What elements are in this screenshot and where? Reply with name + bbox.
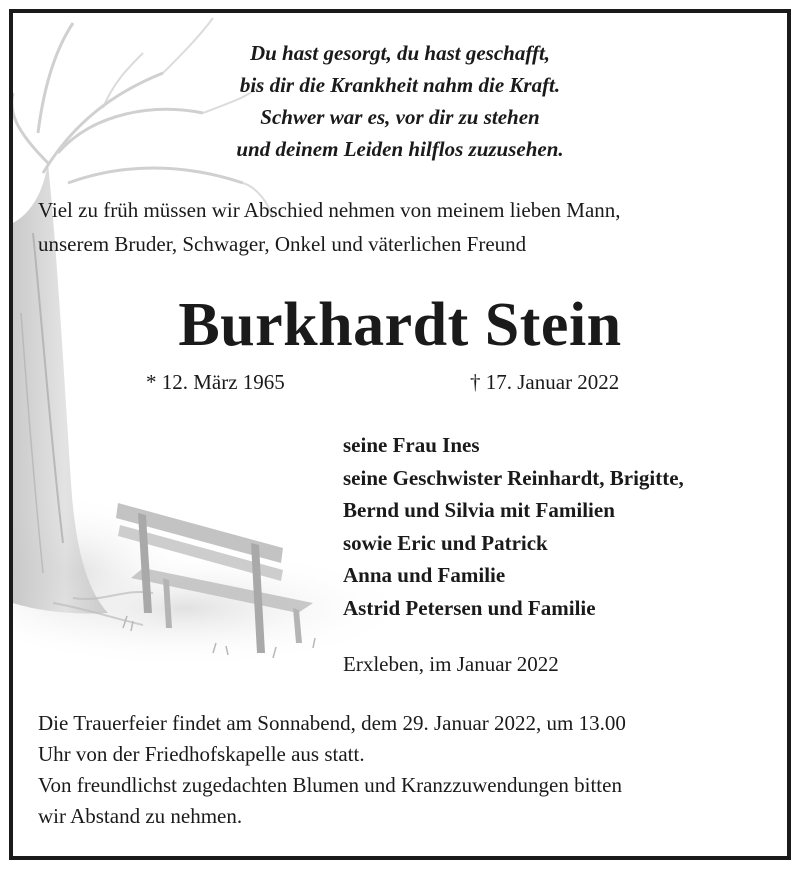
poem-line: bis dir die Krankheit nahm die Kraft. — [239, 73, 561, 97]
intro-line: Viel zu früh müssen wir Abschied nehmen von meinem lieben Mann, — [38, 198, 621, 222]
birth-date: * 12. März 1965 — [146, 370, 285, 394]
funeral-line: Uhr von der Friedhofskapelle aus statt. — [38, 742, 365, 766]
mourner-line: Bernd und Silvia mit Familien — [343, 498, 615, 522]
intro-line: unserem Bruder, Schwager, Onkel und väterlichen Freund — [38, 232, 527, 256]
mourner-line: seine Geschwister Reinhardt, Brigitte, — [343, 465, 684, 490]
mourner-line: Anna und Familie — [343, 563, 506, 587]
deceased-name: Burkhardt Stein — [178, 291, 622, 359]
mourner-line: sowie Eric und Patrick — [343, 530, 548, 555]
poem-line: und deinem Leiden hilflos zuzusehen. — [236, 137, 564, 161]
place-and-date: Erxleben, im Januar 2022 — [343, 652, 559, 676]
funeral-line: Die Trauerfeier findet am Sonnabend, dem 29. Januar 2022, um 13.00 — [38, 711, 626, 735]
funeral-line: wir Abstand zu nehmen. — [38, 804, 243, 828]
poem-line: Du hast gesorgt, du hast geschafft, — [249, 41, 551, 65]
obituary-content — [13, 13, 787, 856]
funeral-info — [38, 708, 626, 832]
mourner-line: Astrid Petersen und Familie — [343, 595, 596, 620]
obituary-frame — [9, 9, 791, 860]
memorial-poem — [13, 37, 787, 165]
poem-line: Schwer war es, vor dir zu stehen — [260, 105, 540, 129]
funeral-line: Von freundlichst zugedachten Blumen und Kranzzuwendungen bitten — [38, 773, 622, 797]
death-date: † 17. Januar 2022 — [470, 370, 620, 394]
mourners-list — [343, 429, 684, 624]
intro-text — [38, 193, 621, 261]
mourner-line: seine Frau Ines — [343, 433, 480, 457]
